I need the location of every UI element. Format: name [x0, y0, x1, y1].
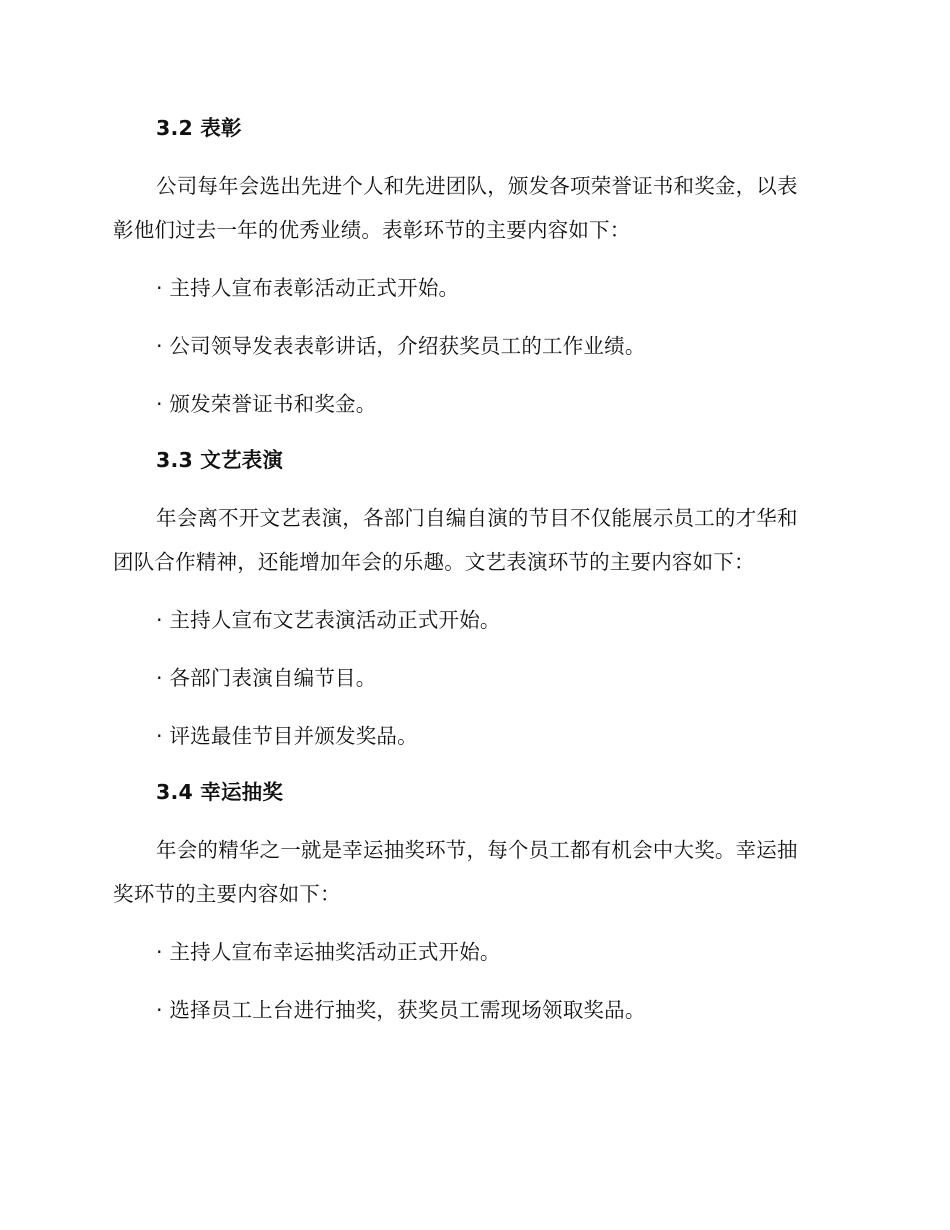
section-heading: 3.2 表彰	[156, 116, 242, 140]
list-item: · 颁发荣誉证书和奖金。	[156, 392, 377, 416]
paragraph-line: 彰他们过去一年的优秀业绩。表彰环节的主要内容如下：	[113, 218, 631, 242]
list-item: · 主持人宣布表彰活动正式开始。	[156, 276, 460, 300]
paragraph-line: 团队合作精神，还能增加年会的乐趣。文艺表演环节的主要内容如下：	[113, 550, 755, 574]
section-heading: 3.3 文艺表演	[156, 448, 284, 472]
list-item: · 评选最佳节目并颁发奖品。	[156, 724, 418, 748]
list-item: · 主持人宣布幸运抽奖活动正式开始。	[156, 940, 501, 964]
paragraph-line: 年会离不开文艺表演，各部门自编自演的节目不仅能展示员工的才华和	[156, 506, 798, 530]
list-item: · 选择员工上台进行抽奖，获奖员工需现场领取奖品。	[156, 998, 646, 1022]
paragraph-line: 奖环节的主要内容如下：	[113, 882, 341, 906]
paragraph-line: 年会的精华之一就是幸运抽奖环节，每个员工都有机会中大奖。幸运抽	[156, 838, 798, 862]
section-heading: 3.4 幸运抽奖	[156, 780, 284, 804]
list-item: · 公司领导发表表彰讲话，介绍获奖员工的工作业绩。	[156, 334, 646, 358]
paragraph-line: 公司每年会选出先进个人和先进团队，颁发各项荣誉证书和奖金，以表	[156, 174, 798, 198]
list-item: · 主持人宣布文艺表演活动正式开始。	[156, 608, 501, 632]
list-item: · 各部门表演自编节目。	[156, 666, 377, 690]
